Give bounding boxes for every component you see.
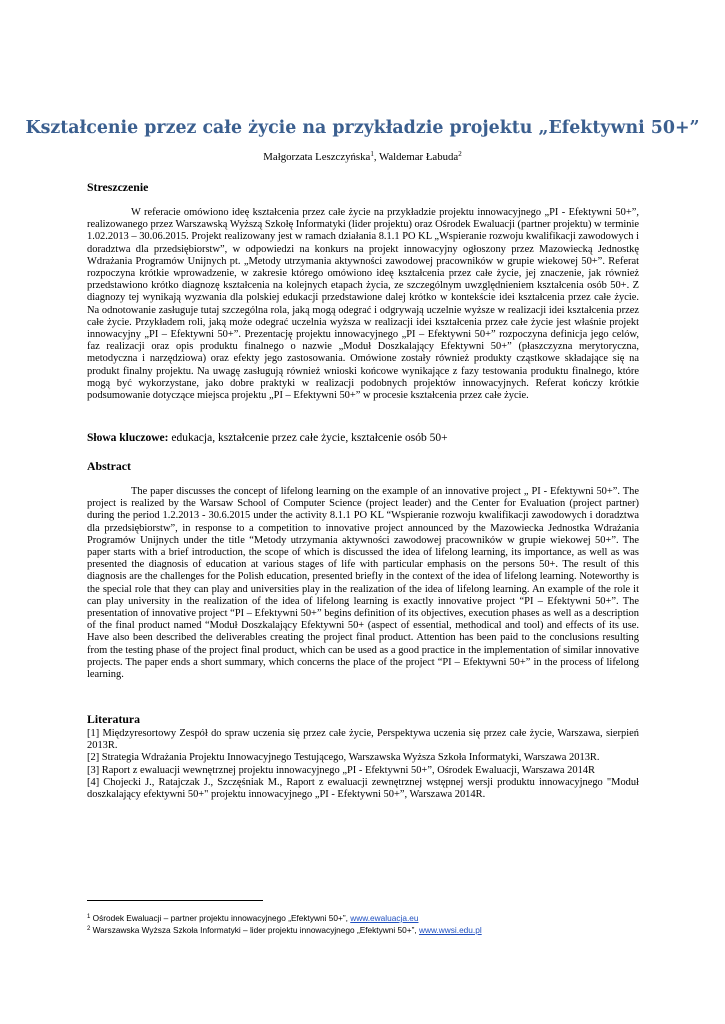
author-separator: , [373, 151, 380, 163]
reference-list [87, 728, 639, 801]
keywords-line [87, 432, 448, 444]
footnote-ref[interactable]: 1 [370, 150, 374, 158]
reference-item: [2] Strategia Wdrażania Projektu Innowacyjnego Testującego, Warszawska Wyższa Szkoła Informatyki, Warszawa 2013R. [87, 752, 600, 764]
footnote-item [87, 924, 647, 936]
abstract-paragraph: The paper discusses the concept of lifelong learning on the example of an innovative project „ PI - Efektywni 50+”. The project is realized by the Warsaw School of Computer Science (project leader) and the Center for Evaluation (project partner) during the period 1.2.2013 - 30.6.2015 under the activity 8.1.1 PO KL “Wspieranie rozwoju kwalifikacji zawodowych i doradztwa dla przedsiębiorstw”, in response to a competition to innovative project announced by the Mazowiecka Jednostka Wdrażania Programów Unijnych under the title “Metody utrzymania aktywności zawodowej pracowników w grupie wiekowej 50+”. The paper starts with a brief introduction, the scope of which is discussed the idea of lifelong learning, its importance, as well as was presented the diagnosis of education at various stages of life with particular emphasis on the persons 50+. The result of this diagnosis are the challenges for the Polish education, presented briefly in the context of the idea of lifelong learning. Noteworthy is the special role that they can play and universities play in the realization of the idea of lifelong learning. An example of the role it can play university in the realization of the idea of lifelong learning is exactly innovative project “PI – Efektywni 50+”. The presentation of innovative project “PI – Efektywni 50+” begins definition of its objectives, execution phases as well as a description of the final product named “Moduł Doszkalający Efektywni 50+ (aspect of essential, methodical and tool) and effects of its use. Have also been described the deliverables creating the project final product. Attention has been paid to the conclusions resulting from the testing phase of the project final product, which can be used as a good practice in the implementation of similar innovative projects. The paper ends a short summary, which concerns the place of the project “PI – Efektywni 50+” in the process of lifelong learning. [87, 486, 639, 681]
section-heading-streszczenie: Streszczenie [87, 180, 149, 194]
section-heading-abstract: Abstract [87, 459, 131, 473]
footnote-text: Warszawska Wyższa Szkoła Informatyki – lider projektu innowacyjnego „Efektywni 50+”, [90, 925, 419, 935]
footnote-mark: 2 [87, 926, 91, 932]
streszczenie-paragraph: W referacie omówiono ideę kształcenia przez całe życie na przykładzie projektu innowacyjnego „PI - Efektywni 50+”, realizowanego przez Warszawską Wyższą Szkołę Informatyki (lider projektu) oraz Ośrodek Ewaluacji (partner projektu) w terminie 1.02.2013 – 30.06.2015. Projekt realizowany jest w ramach działania 8.1.1 PO KL „Wspieranie rozwoju kwalifikacji zawodowych i doradztwa dla przedsiębiorstw”, w odpowiedzi na konkurs na projekt innowacyjny ogłoszony przez Mazowiecką Jednostkę Wdrażania Programów Unijnych pt. „Metody utrzymania aktywności zawodowej pracowników w grupie wiekowej 50+”. Referat rozpoczyna krótkie wprowadzenie, w zakresie którego omówiono ideę kształcenia przez całe życie, jej znaczenie, jak również przedstawiono krótko diagnozę kształcenia na kolejnych etapach życia, ze szczególnym uwzględnieniem kształcenia osób 50+. Z diagnozy tej wynikają wyzwania dla polskiej edukacji przedstawione dalej krótko w kontekście idei kształcenia przez całe życie. Na odnotowanie zasługuje tutaj szczególna rola, jaką mogą odegrać i odgrywają uczelnie wyższe w realizacji idei kształcenia przez całe życie. Przykładem roli, jaką może odegrać uczelnia wyższa w realizacji idei kształcenia przez całe życie jest właśnie projekt innowacyjny „PI – Efektywni 50+”. Prezentację projektu innowacyjnego „PI – Efektywni 50+” rozpoczyna definicja jego celów, faz realizacji oraz opis produktu finalnego o nazwie „Moduł Doszkalający Efektywni 50+” (płaszczyzna merytoryczna, metodyczna i narzędziowa) oraz efekty jego zastosowania. Omówione zostały również produkty cząstkowe składające się na produkt finalny projektu. Na uwagę zasługują również wnioski końcowe wynikające z fazy testowania produktu finalnego, które mogą być wykorzystane, jako dobre praktyki w realizacji podobnych projektów innowacyjnych. Referat kończy krótkie podsumowanie dotyczące miejsca projektu „PI – Efektywni 50+” w procesie kształcenia przez całe życie. [87, 207, 639, 402]
paper-title: Kształcenie przez całe życie na przykładzie projektu „Efektywni 50+” [25, 118, 700, 138]
authors-line [0, 150, 725, 163]
footnote-ref[interactable]: 2 [458, 150, 462, 158]
reference-item: [4] Chojecki J., Ratajczak J., Szczęśniak M., Raport z ewaluacji zewnętrznej wstępnej wersji produktu innowacyjnego "Moduł doszkalający efektywni 50+" projektu innowacyjnego „PI - Efektywni 50+”, Warszawa 2014R. [87, 776, 639, 801]
keywords-label: Słowa kluczowe: [87, 432, 169, 444]
footnote-divider [87, 900, 263, 901]
footnote-mark: 1 [87, 914, 91, 920]
footnote-link[interactable]: www.wwsi.edu.pl [418, 925, 482, 935]
author-name: Małgorzata Leszczyńska [263, 151, 371, 163]
footnote-item [87, 912, 647, 924]
footnote-text: Ośrodek Ewaluacji – partner projektu innowacyjnego „Efektywni 50+”, [90, 913, 351, 923]
section-heading-literatura: Literatura [87, 712, 141, 726]
footnote-link[interactable]: www.ewaluacja.eu [350, 913, 419, 923]
reference-item: [1] Międzyresortowy Zespół do spraw uczenia się przez całe życie, Perspektywa uczenia się przez całe życie, Warszawa, sierpień 2013R. [87, 728, 639, 752]
footnotes [87, 912, 647, 936]
reference-item: [3] Raport z ewaluacji wewnętrznej projektu innowacyjnego „PI - Efektywni 50+”, Ośrodek Ewaluacji, Warszawa 2014R [87, 764, 596, 776]
keywords-text: edukacja, kształcenie przez całe życie, kształcenie osób 50+ [168, 432, 448, 444]
author-name: Waldemar Łabuda [379, 151, 459, 163]
